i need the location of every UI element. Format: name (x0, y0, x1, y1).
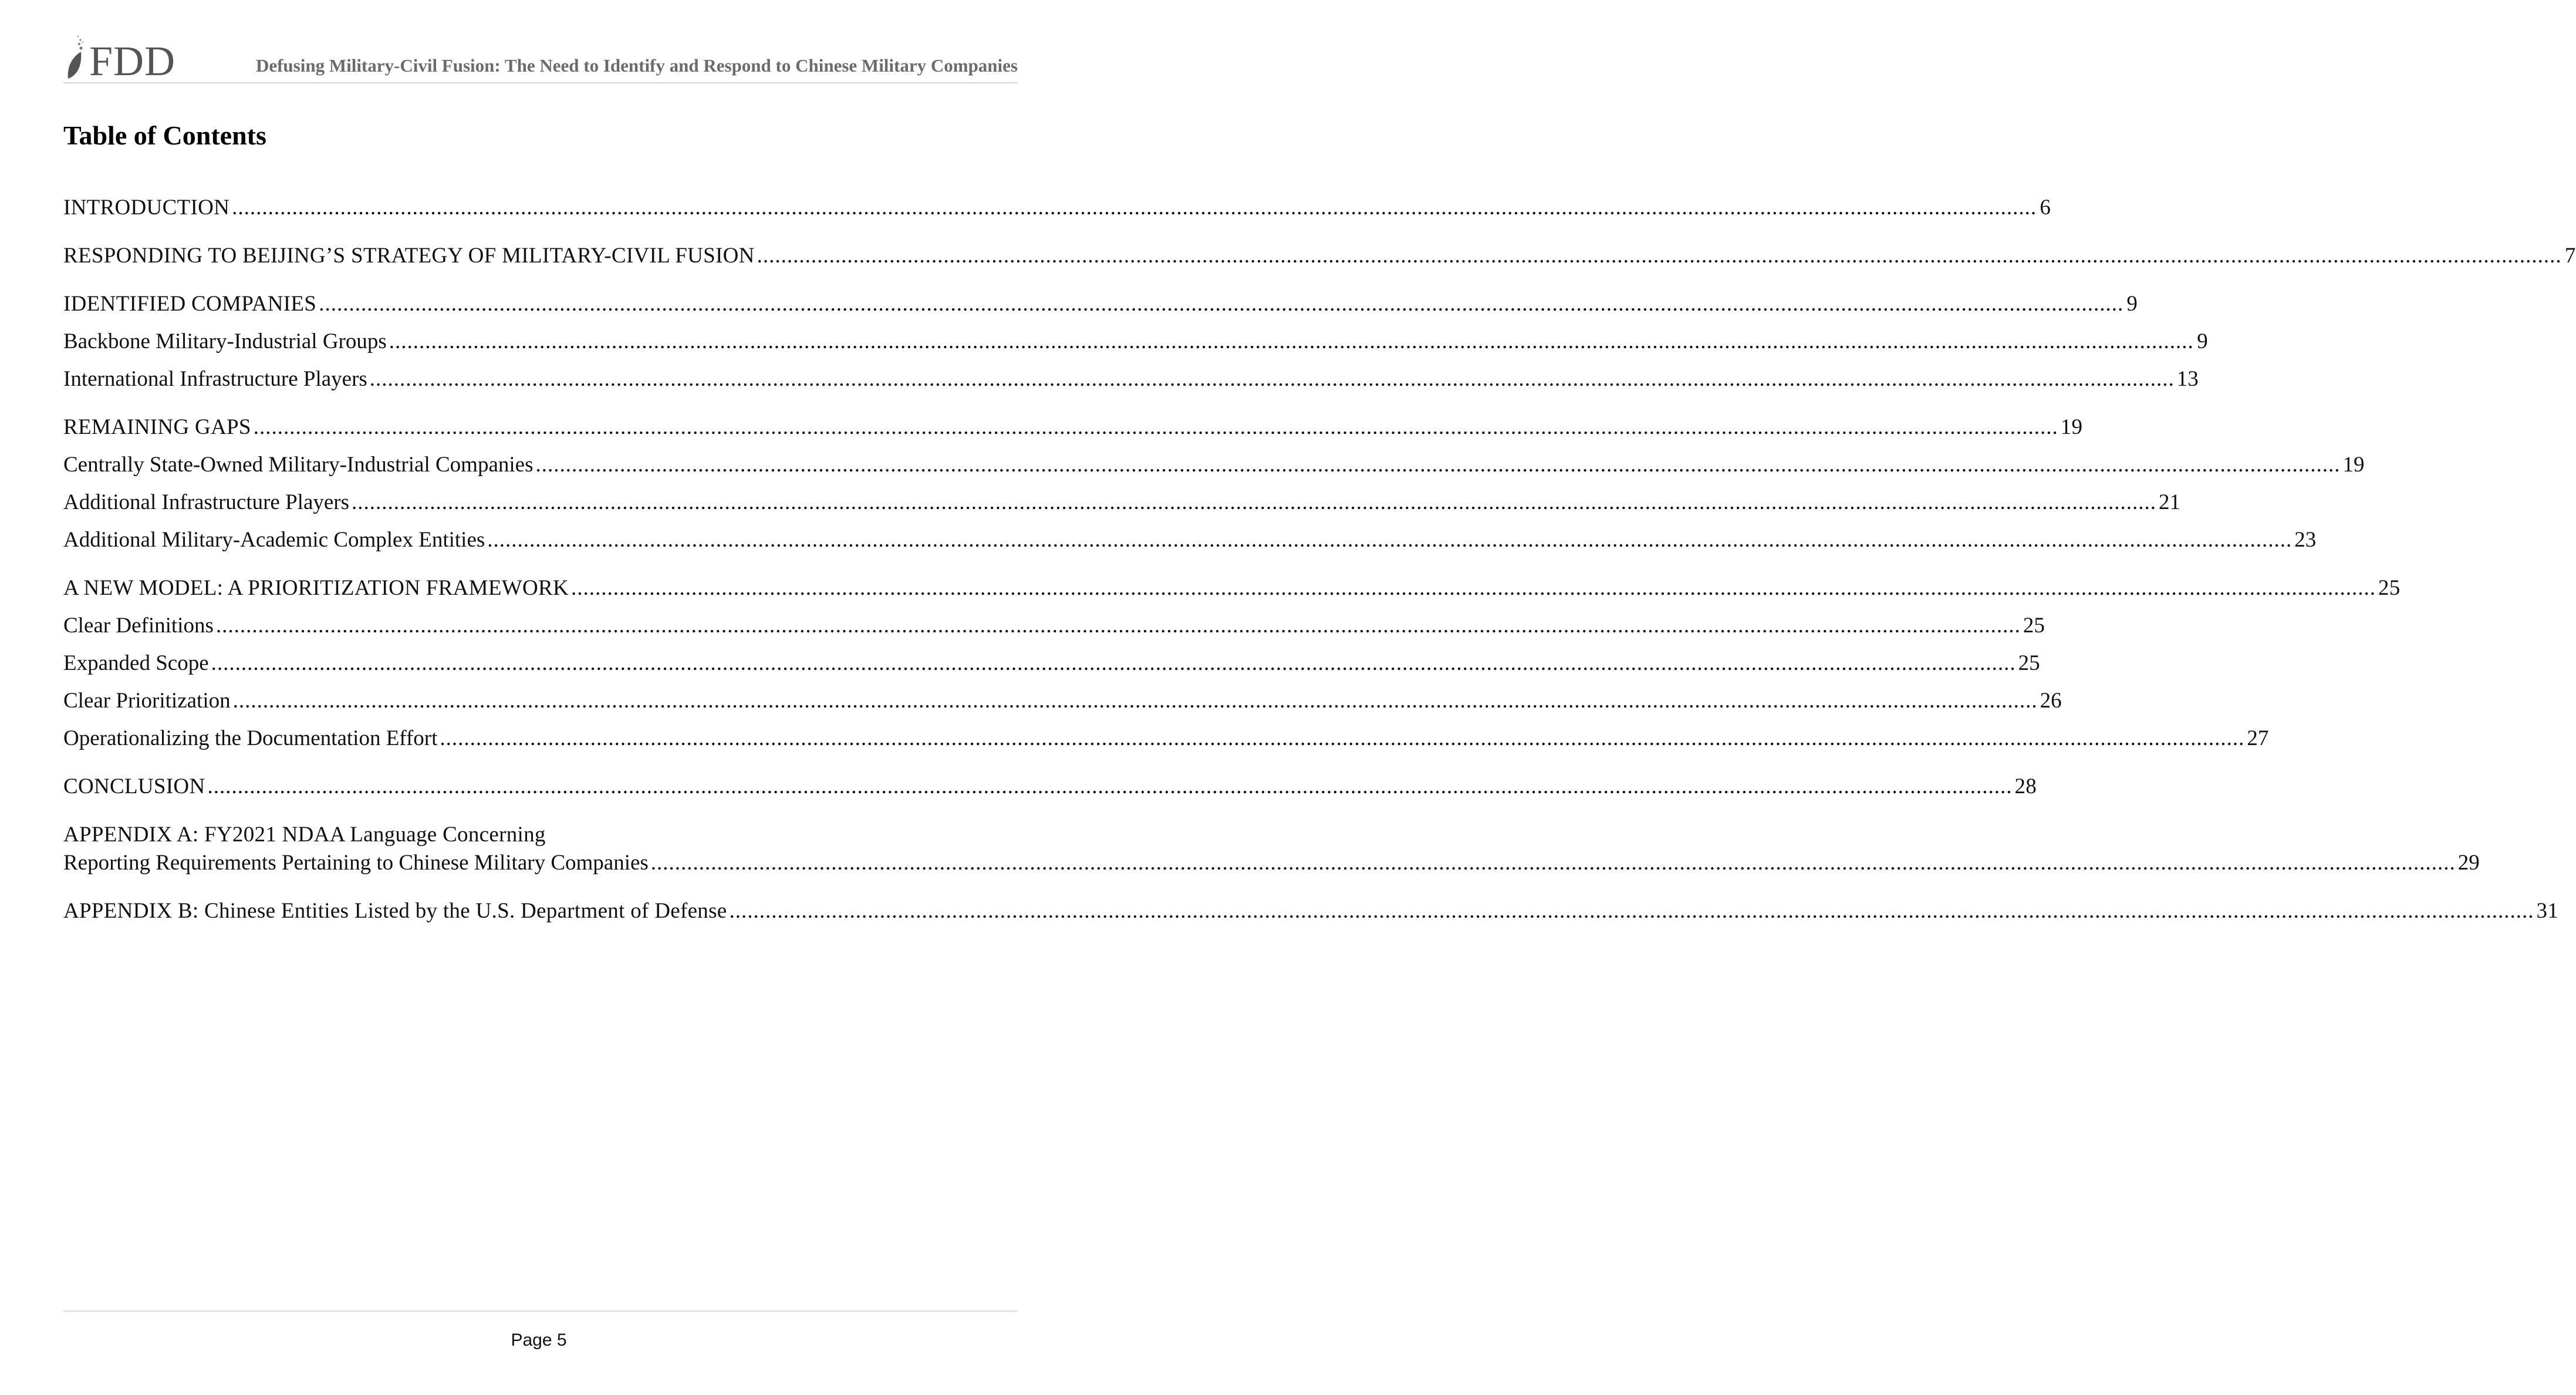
toc-subentry[interactable] (63, 726, 2269, 752)
toc-entry-label: Additional Infrastructure Players (63, 490, 350, 514)
fdd-logo (63, 33, 176, 85)
toc-leader-dots: ............................................................................................................................................................................................................................................................................................................ (440, 726, 2245, 750)
toc-entry-label: Clear Definitions (63, 614, 214, 638)
footer-divider (63, 1310, 1018, 1312)
toc-entry-label: RESPONDING TO BEIJING’S STRATEGY OF MILITARY-CIVIL FUSION (63, 244, 755, 268)
toc-entry[interactable] (63, 774, 2037, 800)
toc-entry-label: Expanded Scope (63, 651, 209, 675)
toc-entry-page: 19 (2060, 415, 2083, 439)
toc-entry-label: APPENDIX B: Chinese Entities Listed by the U.S. Department of Defense (63, 899, 727, 923)
toc-subentry[interactable] (63, 527, 2317, 553)
toc-entry[interactable] (63, 898, 2559, 924)
toc-subentry[interactable] (63, 613, 2045, 639)
toc-entry-label: IDENTIFIED COMPANIES (63, 292, 317, 316)
toc-leader-dots: ............................................................................................................................................................................................................................................................................................................ (650, 851, 2456, 875)
toc-entry-label: Backbone Military-Industrial Groups (63, 329, 387, 353)
toc-entry-appendix-a[interactable] (63, 822, 2480, 876)
toc-heading: Table of Contents (63, 120, 266, 150)
toc-subentry[interactable] (63, 651, 2040, 676)
toc-entry-label: Operationalizing the Documentation Effort (63, 726, 438, 750)
toc-entry (63, 850, 2480, 876)
toc-leader-dots: ............................................................................................................................................................................................................................................................................................................ (729, 899, 2534, 923)
toc-entry-page: 31 (2536, 899, 2559, 923)
toc-leader-dots: ............................................................................................................................................................................................................................................................................................................ (232, 689, 2038, 713)
table-of-contents (63, 195, 2576, 924)
toc-subentry[interactable] (63, 329, 2208, 355)
toc-subentry[interactable] (63, 688, 2062, 714)
toc-leader-dots: ............................................................................................................................................................................................................................................................................................................ (211, 651, 2016, 675)
toc-entry-page: 6 (2040, 196, 2051, 220)
toc-entry-page: 13 (2176, 367, 2199, 391)
toc-subentry[interactable] (63, 452, 2365, 478)
toc-entry-label: CONCLUSION (63, 774, 205, 798)
toc-entry-page: 21 (2159, 490, 2181, 514)
running-title: Defusing Military-Civil Fusion: The Need to Identify and Respond to Chinese Military Companies (255, 55, 1018, 76)
toc-entry-label-line1: APPENDIX A: FY2021 NDAA Language Concerning (63, 823, 546, 847)
toc-leader-dots: ............................................................................................................................................................................................................................................................................................................ (253, 415, 2058, 439)
toc-leader-dots: ............................................................................................................................................................................................................................................................................................................ (207, 774, 2013, 798)
toc-entry-label: INTRODUCTION (63, 196, 230, 220)
toc-entry-page: 27 (2247, 726, 2269, 750)
toc-entry-page: 29 (2457, 851, 2480, 875)
toc-entry-page: 9 (2197, 329, 2208, 353)
toc-leader-dots: ............................................................................................................................................................................................................................................................................................................ (389, 329, 2194, 353)
toc-entry-page: 19 (2342, 453, 2365, 477)
toc-entry-label: Centrally State-Owned Military-Industrial Companies (63, 453, 534, 477)
toc-subentry[interactable] (63, 366, 2199, 392)
toc-leader-dots: ............................................................................................................................................................................................................................................................................................................ (232, 196, 2037, 220)
toc-entry[interactable] (63, 243, 2576, 269)
toc-leader-dots: ............................................................................................................................................................................................................................................................................................................ (215, 614, 2021, 638)
toc-entry-page: 26 (2040, 689, 2062, 713)
toc-leader-dots: ............................................................................................................................................................................................................................................................................................................ (319, 292, 2124, 316)
toc-entry-page: 25 (2378, 576, 2401, 600)
toc-leader-dots: ............................................................................................................................................................................................................................................................................................................ (352, 490, 2157, 514)
toc-leader-dots: ............................................................................................................................................................................................................................................................................................................ (757, 244, 2562, 268)
page-header (63, 31, 1018, 83)
toc-subentry[interactable] (63, 490, 2181, 515)
toc-entry[interactable] (63, 575, 2401, 601)
toc-leader-dots: ............................................................................................................................................................................................................................................................................................................ (535, 453, 2341, 477)
toc-entry-page: 25 (2018, 651, 2040, 675)
toc-entry-page: 7 (2564, 244, 2576, 268)
toc-entry-label: International Infrastructure Players (63, 367, 367, 391)
fdd-leaf-logo-icon (63, 34, 86, 80)
toc-entry-label: REMAINING GAPS (63, 415, 251, 439)
toc-entry[interactable] (63, 195, 2051, 221)
toc-entry-label: Additional Military-Academic Complex Entities (63, 528, 485, 552)
toc-entry-label: A NEW MODEL: A PRIORITIZATION FRAMEWORK (63, 576, 569, 600)
toc-entry-page: 9 (2126, 292, 2138, 316)
toc-entry[interactable] (63, 291, 2138, 317)
toc-entry[interactable] (63, 415, 2083, 440)
toc-entry-label: Reporting Requirements Pertaining to Chinese Military Companies (63, 851, 649, 875)
toc-entry-page: 28 (2014, 774, 2037, 798)
toc-leader-dots: ............................................................................................................................................................................................................................................................................................................ (487, 528, 2293, 552)
toc-entry-label: Clear Prioritization (63, 689, 231, 713)
toc-leader-dots: ............................................................................................................................................................................................................................................................................................................ (570, 576, 2376, 600)
page-number: Page 5 (511, 1330, 567, 1350)
toc-leader-dots: ............................................................................................................................................................................................................................................................................................................ (369, 367, 2175, 391)
toc-entry-page: 23 (2294, 528, 2317, 552)
logo-text: FDD (89, 38, 176, 85)
toc-entry-page: 25 (2023, 614, 2045, 638)
